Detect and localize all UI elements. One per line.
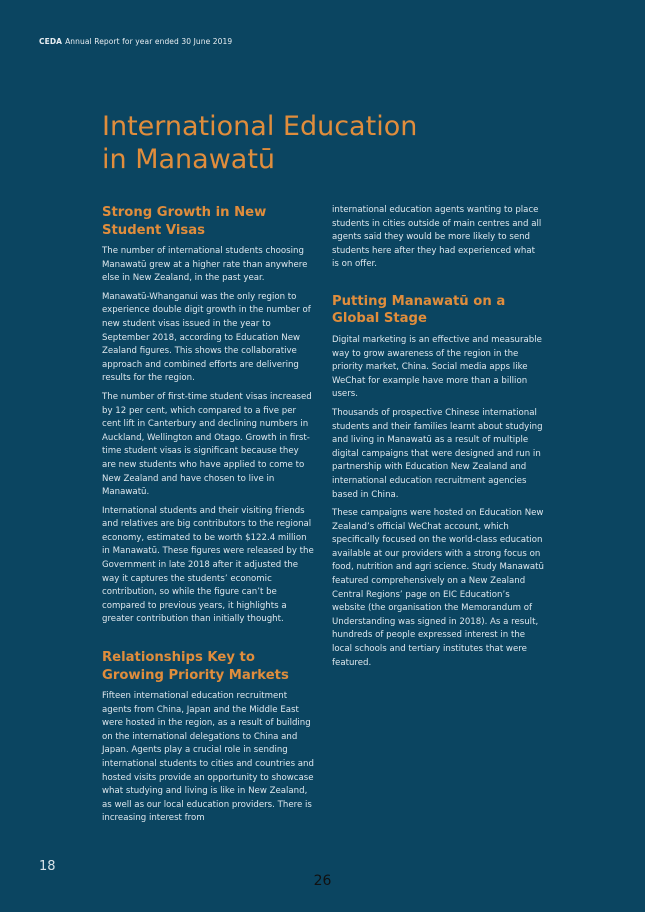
section-heading-global: Putting Manawatū on a Global Stage xyxy=(332,293,506,327)
running-header xyxy=(39,37,232,46)
global-paragraph-2: Thousands of prospective Chinese international students and their families learnt about studying and living in Manawatū as a result of multiple digital campaigns that were designed and run in partnership with Education New Zealand and international education recruitment agencies based in China. xyxy=(332,407,543,500)
page-title-line-1: International Education xyxy=(102,111,418,142)
growth-paragraph-4: International students and their visiting friends and relatives are big contributors to the regional economy, estimated to be worth $122.4 million in Manawatū. These figures were released by the Government in late 2018 after it adjusted the way it captures the students’ economic contribution, so while the figure can’t be compared to previous years, it highlights a greater contribution than initially thought. xyxy=(102,505,314,625)
page-number: 18 xyxy=(39,859,56,874)
left-column xyxy=(102,204,314,831)
right-column xyxy=(332,204,544,675)
page-title-line-2: in Manawatū xyxy=(102,144,276,175)
relationships-paragraph-1: Fifteen international education recruitment agents from China, Japan and the Middle East were hosted in the region, as a result of building on the international delegations to China and Japan. Agents play a crucial role in sending international students to cities and countries and hosted visits provide an opportunity to showcase what studying and living is like in New Zealand, as well as our local education providers. There is increasing interest from xyxy=(102,691,314,824)
growth-paragraph-2: Manawatū-Whanganui was the only region to experience double digit growth in the number of new student visas issued in the year to September 2018, according to Education New Zealand figures. This shows the collaborative approach and combined efforts are delivering results for the region. xyxy=(102,291,311,384)
header-org: CEDA xyxy=(39,37,63,46)
section-heading-growth: Strong Growth in New Student Visas xyxy=(102,205,267,238)
relationships-paragraph-continued: international education agents wanting to place students in cities outside of main centres and all agents said they would be more likely to send students here after they had experienced what is on offer. xyxy=(332,205,542,270)
pdf-page-number: 26 xyxy=(313,873,332,889)
global-paragraph-3: These campaigns were hosted on Education New Zealand’s official WeChat account, which specifically focused on the world-class education available at our providers with a strong focus on food, nutrition and agri science. Study Manawatū featured comprehensively on a New Zealand Central Regions’ page on EIC Education’s website (the organisation the Memorandum of Understanding was signed in 2018). As a result, hundreds of people expressed interest in the local schools and tertiary institutes that were featured. xyxy=(332,508,544,668)
growth-paragraph-1: The number of international students choosing Manawatū grew at a higher rate than anywhere else in New Zealand, in the past year. xyxy=(102,246,308,284)
growth-paragraph-3: The number of first-time student visas increased by 12 per cent, which compared to a five per cent lift in Canterbury and declining numbers in Auckland, Wellington and Otago. Growth in first-time student visas is significant because they are new students who have applied to come to New Zealand and have chosen to live in Manawatū. xyxy=(102,391,312,498)
page-title xyxy=(102,110,522,176)
section-heading-relationships: Relationships Key to Growing Priority Markets xyxy=(102,650,289,683)
global-paragraph-1: Digital marketing is an effective and measurable way to grow awareness of the region in the priority market, China. Social media apps like WeChat for example have more than a billion users. xyxy=(332,334,542,400)
header-report-title: Annual Report for year ended 30 June 2019 xyxy=(65,37,233,46)
